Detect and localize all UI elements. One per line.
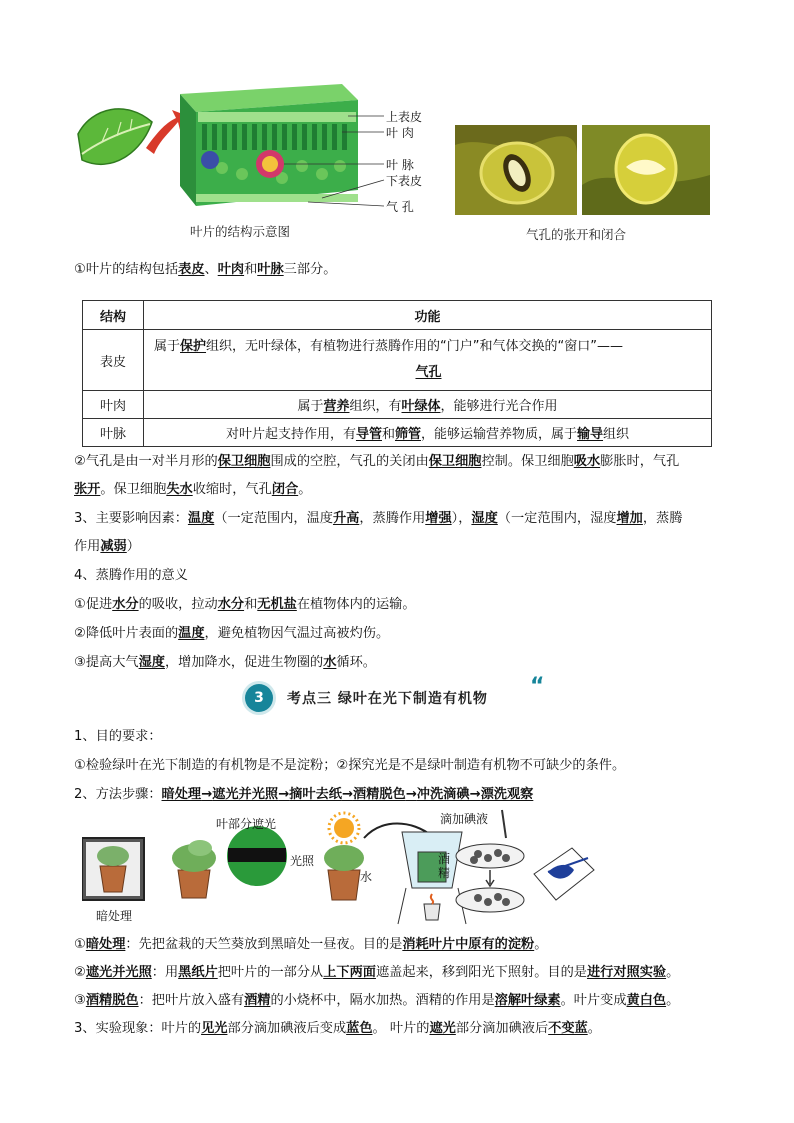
significance-heading: 4、蒸腾作用的意义: [74, 568, 188, 583]
stoma-statement-line2: 张开。保卫细胞失水收缩时，气孔闭合。: [74, 482, 312, 497]
sun-icon: [329, 813, 359, 843]
table-cell-name: 叶肉: [83, 391, 144, 419]
table-row: [83, 391, 712, 419]
label-illumination: 光照: [290, 854, 315, 868]
label-alcohol-1: 酒: [438, 852, 451, 866]
section-title: 考点三 绿叶在光下制造有机物: [287, 691, 488, 707]
section-number-badge: 3: [245, 684, 273, 712]
leaf-cross-section: [180, 84, 358, 206]
table-header-structure: 结构: [83, 301, 144, 330]
covered-plant-icon: [172, 840, 216, 898]
significance-item-2: ②降低叶片表面的温度，避免植物因气温过高被灼伤。: [74, 626, 390, 641]
significance-item-3: ③提高大气湿度，增加降水，促进生物圈的水循环。: [74, 655, 376, 670]
label-lower-epidermis: 下表皮: [386, 174, 423, 188]
result-leaf-icon: [534, 848, 594, 900]
label-dark-treatment: 暗处理: [96, 909, 133, 923]
table-header-function: 功能: [144, 301, 712, 330]
shaded-leaf-icon: [227, 826, 287, 886]
label-add-iodine: 滴加碘液: [440, 812, 489, 826]
label-alcohol-2: 精: [438, 866, 451, 880]
stoma-figure-caption: 气孔的张开和闭合: [526, 227, 627, 242]
water-bath-apparatus-icon: [364, 824, 466, 925]
dark-treatment-icon: [82, 838, 144, 900]
experiment-steps-figure: [82, 808, 672, 930]
stoma-statement-line1: ②气孔是由一对半月形的保卫细胞围成的空腔，气孔的关闭由保卫细胞控制。保卫细胞吸水膨胀时，气孔: [74, 454, 680, 469]
light-plant-icon: [324, 845, 364, 900]
step-3-description: ③酒精脱色：把叶片放入盛有酒精的小烧杯中，隔水加热。酒精的作用是溶解叶绿素。叶片变成黄白色。: [74, 993, 680, 1008]
leaf-icon: [78, 109, 152, 164]
label-partial-shading: 叶部分遮光: [216, 817, 277, 831]
stoma-open-photo: [455, 125, 577, 215]
table-cell-function: 属于营养组织，有叶绿体，能够进行光合作用: [144, 391, 712, 419]
experiment-phenomenon: 3、实验现象：叶片的见光部分滴加碘液后变成蓝色。 叶片的遮光部分滴加碘液后不变蓝。: [74, 1021, 601, 1036]
objective-text: ①检验绿叶在光下制造的有机物是不是淀粉；②探究光是不是绿叶制造有机物不可缺少的条件。: [74, 758, 626, 773]
table-header-row: [83, 301, 712, 330]
table-cell-name: 叶脉: [83, 419, 144, 447]
label-stoma: 气 孔: [386, 200, 414, 214]
leaf-structure-table: [82, 300, 712, 447]
step-2-description: ②遮光并光照：用黑纸片把叶片的一部分从上下两面遮盖起来，移到阳光下照射。目的是进行对照实验。: [74, 965, 680, 980]
table-cell-name: 表皮: [83, 330, 144, 391]
leaf-structure-statement: ①叶片的结构包括表皮、叶肉和叶脉三部分。: [74, 262, 337, 277]
table-cell-function: 属于保护组织，无叶绿体，有植物进行蒸腾作用的“门户”和气体交换的“窗口”—— 气孔: [144, 330, 712, 391]
table-cell-function: 对叶片起支持作用，有导管和筛管，能够运输营养物质，属于输导组织: [144, 419, 712, 447]
objective-heading: 1、目的要求：: [74, 729, 162, 744]
significance-item-1: ①促进水分的吸收，拉动水分和无机盐在植物体内的运输。: [74, 597, 416, 612]
label-mesophyll: 叶 肉: [386, 126, 414, 140]
table-row: [83, 330, 712, 391]
leaf-structure-figure: [72, 82, 392, 222]
label-vein: 叶 脉: [386, 158, 414, 172]
factors-line2: 作用减弱）: [74, 539, 140, 554]
stoma-closed-photo: [582, 125, 710, 215]
label-upper-epidermis: 上表皮: [386, 110, 423, 124]
quote-mark-icon: “: [530, 674, 545, 699]
leaf-figure-caption: 叶片的结构示意图: [190, 224, 291, 239]
factors-line1: 3、主要影响因素：温度（一定范围内，温度升高，蒸腾作用增强），湿度（一定范围内，湿度增加，蒸腾: [74, 511, 683, 526]
label-water: 水: [360, 870, 373, 884]
steps-heading: 2、方法步骤：暗处理→遮光并光照→摘叶去纸→酒精脱色→冲洗滴碘→漂洗观察: [74, 787, 534, 802]
step-1-description: ①暗处理：先把盆栽的天竺葵放到黑暗处一昼夜。目的是消耗叶片中原有的淀粉。: [74, 937, 548, 952]
table-row: [83, 419, 712, 447]
